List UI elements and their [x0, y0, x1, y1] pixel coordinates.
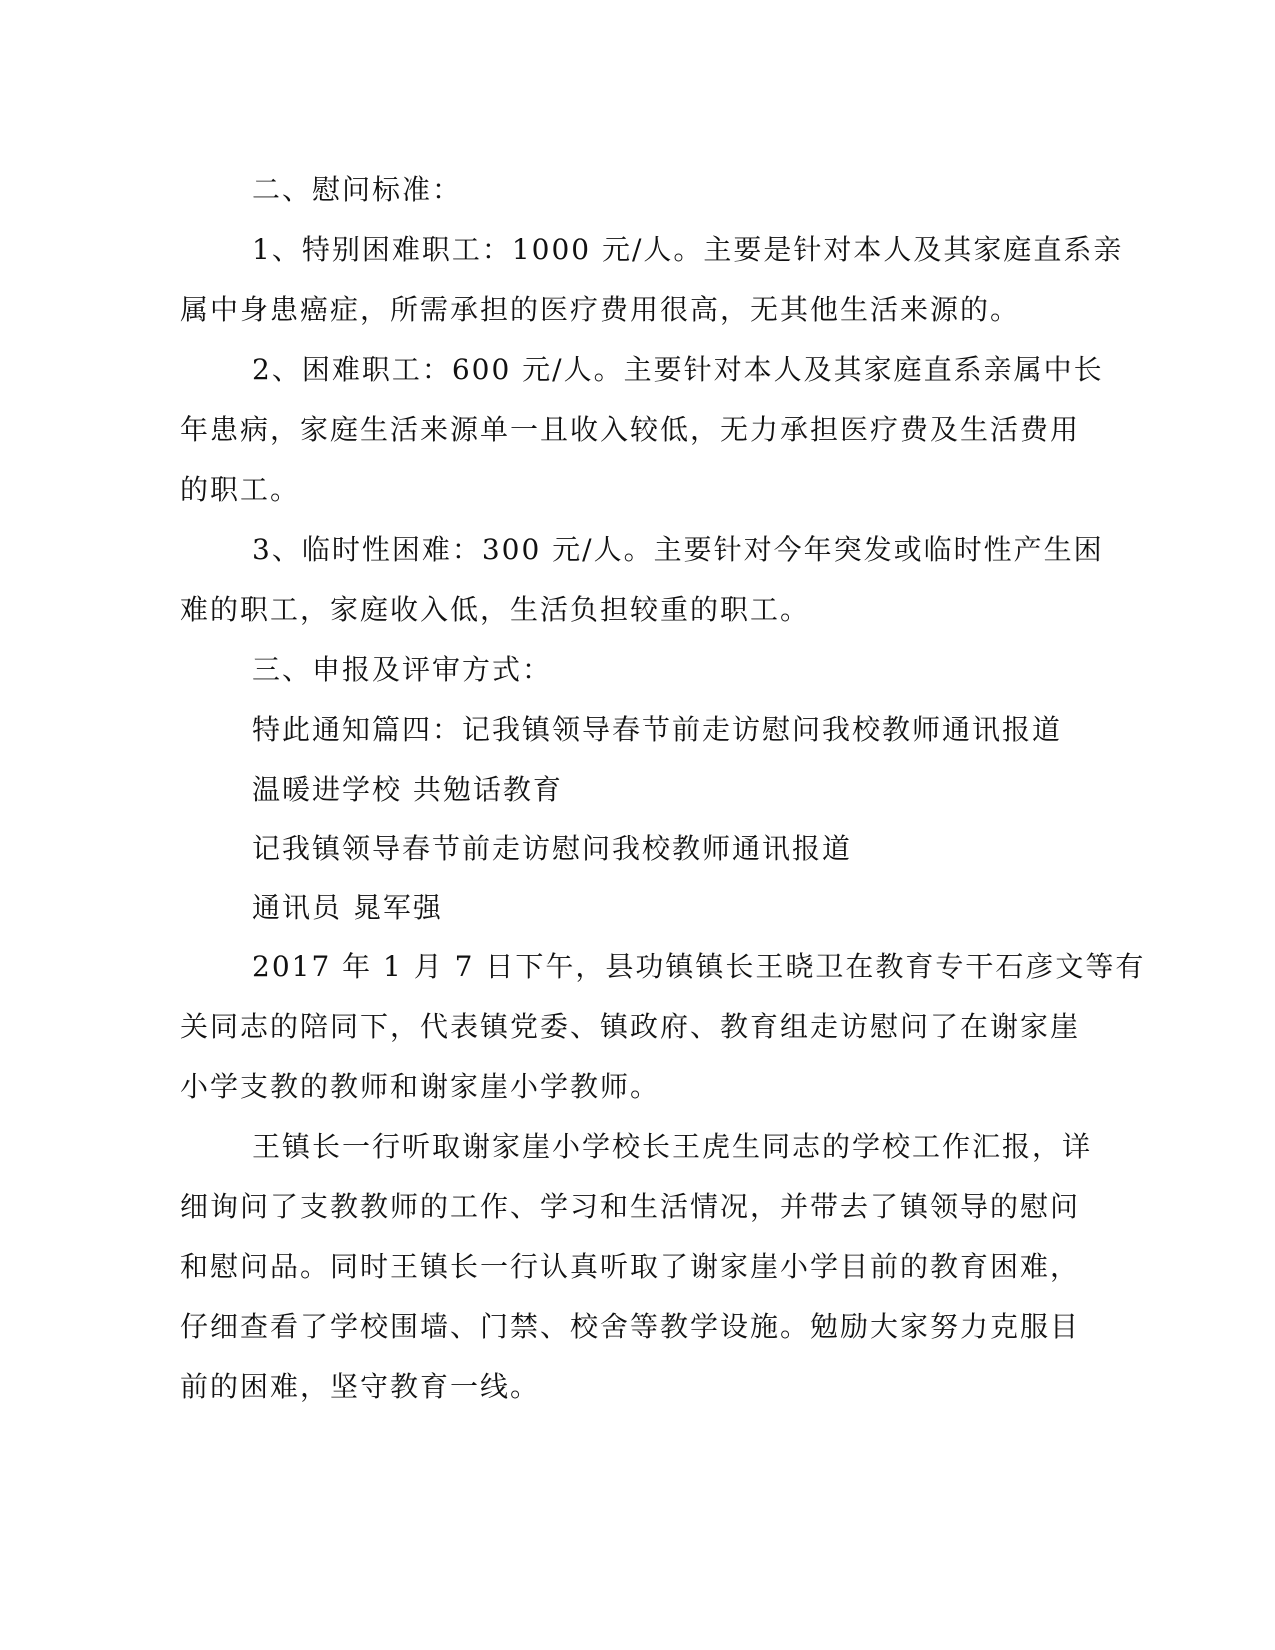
article-subtitle: 记我镇领导春节前走访慰问我校教师通讯报道: [252, 832, 853, 865]
article-byline: 通讯员 晁军强: [252, 891, 443, 924]
paragraph-line: 3、临时性困难：300 元/人。主要针对今年突发或临时性产生困: [252, 533, 1104, 566]
paragraph-line: 年患病，家庭生活来源单一且收入较低，无力承担医疗费及生活费用: [180, 413, 1081, 446]
paragraph-line: 细询问了支教教师的工作、学习和生活情况，并带去了镇领导的慰问: [180, 1190, 1081, 1223]
paragraph-line: 1、特别困难职工：1000 元/人。主要是针对本人及其家庭直系亲: [252, 233, 1124, 266]
paragraph-line: 王镇长一行听取谢家崖小学校长王虎生同志的学校工作汇报，详: [252, 1130, 1093, 1163]
paragraph-line: 前的困难，坚守教育一线。: [180, 1370, 541, 1403]
article-heading: 特此通知篇四：记我镇领导春节前走访慰问我校教师通讯报道: [252, 713, 1063, 746]
paragraph-line: 2017 年 1 月 7 日下午，县功镇镇长王晓卫在教育专干石彦文等有: [252, 950, 1146, 983]
article-title: 温暖进学校 共勉话教育: [252, 773, 563, 806]
section-heading-application: 三、申报及评审方式：: [252, 653, 553, 686]
paragraph-line: 和慰问品。同时王镇长一行认真听取了谢家崖小学目前的教育困难，: [180, 1250, 1081, 1283]
paragraph-line: 关同志的陪同下，代表镇党委、镇政府、教育组走访慰问了在谢家崖: [180, 1010, 1081, 1043]
paragraph-line: 仔细查看了学校围墙、门禁、校舍等教学设施。勉励大家努力克服目: [180, 1310, 1081, 1343]
paragraph-line: 小学支教的教师和谢家崖小学教师。: [180, 1070, 661, 1103]
paragraph-line: 2、困难职工：600 元/人。主要针对本人及其家庭直系亲属中长: [252, 353, 1104, 386]
section-heading-standards: 二、慰问标准：: [252, 173, 463, 206]
document-page: [180, 160, 1146, 1417]
paragraph-line: 难的职工，家庭收入低，生活负担较重的职工。: [180, 593, 811, 626]
paragraph-line: 属中身患癌症，所需承担的医疗费用很高，无其他生活来源的。: [180, 293, 1021, 326]
paragraph-line: 的职工。: [180, 473, 301, 506]
